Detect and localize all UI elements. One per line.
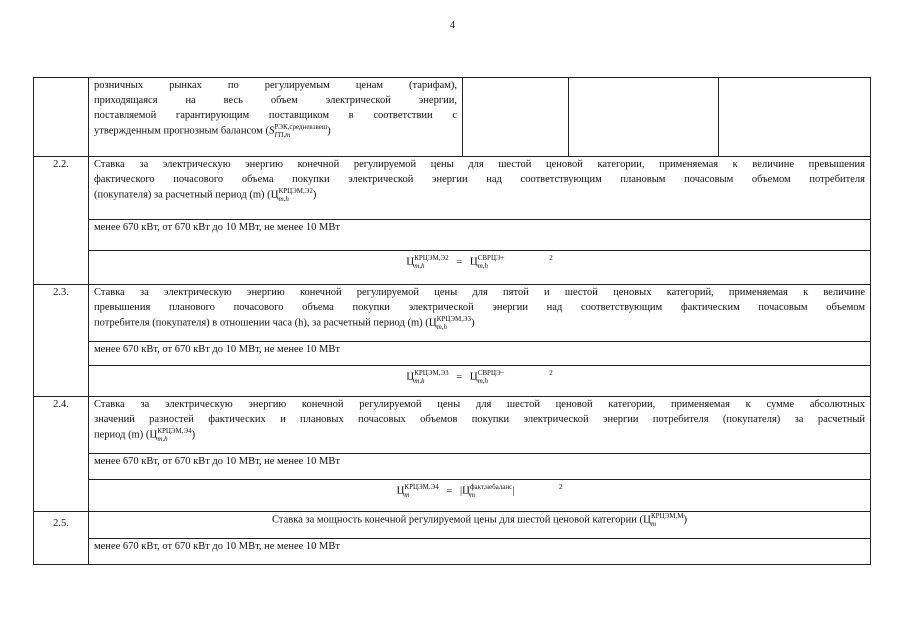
formula-cell: [89, 366, 871, 397]
equals-sign: =: [446, 485, 453, 497]
footnote-number: 2: [549, 369, 553, 377]
tariff-table: [33, 77, 871, 565]
table-row-condition: [34, 454, 871, 480]
table-row-2-3: [34, 285, 871, 342]
value-cell: [569, 78, 719, 157]
formula-cell: [89, 480, 871, 512]
table-row-formula: [34, 366, 871, 397]
text-line: розничных рынках по регулируемым ценам (тарифам),: [94, 80, 457, 91]
table-row-condition: [34, 220, 871, 251]
table-row-2-2: [34, 157, 871, 220]
footnote-number: 2: [559, 483, 563, 491]
formula-symbol: Ц КРЦЭМ,Э2 m,h: [270, 187, 313, 203]
row-number: 2.5.: [34, 512, 89, 565]
number-cell: [34, 78, 89, 157]
description-cell: Ставка за мощность конечной регулируемой цены для шестой ценовой категории (Ц КРЦЭМ,М m ): [89, 512, 871, 539]
text-line: потребителя (покупателя) в отношении часа (h), за расчетный период (m) (Ц КРЦЭМ,Э3 m,h ): [94, 315, 475, 331]
description-cell: [89, 157, 871, 220]
formula-symbol: Ц КРЦЭМ,Э4 m,h: [149, 427, 192, 443]
formula-right: Ц СВРЦЭ− m,h: [469, 368, 505, 385]
text-line: значений разностей фактических и плановых почасовых объемов покупки электрической энергии потребителя (покупателя) за расчетный: [94, 414, 865, 425]
text-line: (покупателя) за расчетный период (m) (Ц КРЦЭМ,Э2 m,h ): [94, 187, 317, 203]
description-cell: [89, 78, 463, 157]
text-line: период (m) (Ц КРЦЭМ,Э4 m,h ): [94, 427, 196, 443]
table-row-formula: [34, 251, 871, 285]
value-cell: [719, 78, 871, 157]
text-line: поставляемой гарантирующим поставщиком в соответствии с: [94, 110, 457, 121]
row-number: 2.4.: [34, 397, 89, 512]
table-row-continued: [34, 78, 871, 157]
value-cell: [463, 78, 569, 157]
text-line: фактического почасового объема покупки электрической энергии над соответствующим плановым почасовым объемом потребителя: [94, 174, 865, 185]
formula-cell: [89, 251, 871, 285]
formula-left: Ц КРЦЭМ,Э4 m: [396, 482, 439, 499]
formula-symbol: Ц КРЦЭМ,Э3 m,h: [428, 315, 472, 331]
row-number: 2.2.: [34, 157, 89, 285]
formula-left: Ц КРЦЭМ,Э2 m,h: [406, 253, 449, 270]
equals-sign: =: [456, 256, 463, 268]
row-number: 2.3.: [34, 285, 89, 397]
formula-left: Ц КРЦЭМ,Э3 m,h: [406, 368, 449, 385]
description-cell: [89, 397, 871, 454]
text-line: Ставка за электрическую энергию конечной регулируемой цены для пятой и шестой ценовых категорий, применяемая к величине: [94, 287, 865, 298]
text-line: Ставка за электрическую энергию конечной регулируемой цены для шестой ценовой категории, применяемая к сумме абсолютных: [94, 399, 865, 410]
table-row-2-4: [34, 397, 871, 454]
condition-cell: менее 670 кВт, от 670 кВт до 10 МВт, не менее 10 МВт: [89, 220, 871, 251]
description-cell: [89, 285, 871, 342]
formula-right: Ц факт,небаланс m: [462, 482, 513, 499]
text-line: Ставка за электрическую энергию конечной регулируемой цены для шестой ценовой категории, применяемая к величине превышения: [94, 159, 865, 170]
formula-symbol: Ц КРЦЭМ,М m: [643, 512, 684, 528]
text-line: утвержденным прогнозным балансом (S РЭК,средневзвеш ГП,m ): [94, 123, 331, 139]
condition-cell: менее 670 кВт, от 670 кВт до 10 МВт, не менее 10 МВт: [89, 454, 871, 480]
text-line: превышения планового почасового объема покупки электрической энергии над соответствующим фактическим почасовым объемом: [94, 302, 865, 313]
equals-sign: =: [456, 371, 463, 383]
condition-cell: менее 670 кВт, от 670 кВт до 10 МВт, не менее 10 МВт: [89, 539, 871, 565]
formula-symbol: S РЭК,средневзвеш ГП,m: [268, 123, 328, 139]
footnote-number: 2: [549, 254, 553, 262]
table-row-formula: [34, 480, 871, 512]
table-row-condition: [34, 342, 871, 366]
abs-bar-left: |: [459, 485, 463, 497]
table-row-condition: [34, 539, 871, 565]
formula-right: Ц СВРЦЭ+ m,h: [469, 253, 505, 270]
abs-bar-right: |: [512, 485, 515, 497]
page-number: 4: [450, 20, 455, 31]
condition-cell: менее 670 кВт, от 670 кВт до 10 МВт, не менее 10 МВт: [89, 342, 871, 366]
table-row-2-5: [34, 512, 871, 539]
text-line: приходящаяся на весь объем электрической энергии,: [94, 95, 457, 106]
